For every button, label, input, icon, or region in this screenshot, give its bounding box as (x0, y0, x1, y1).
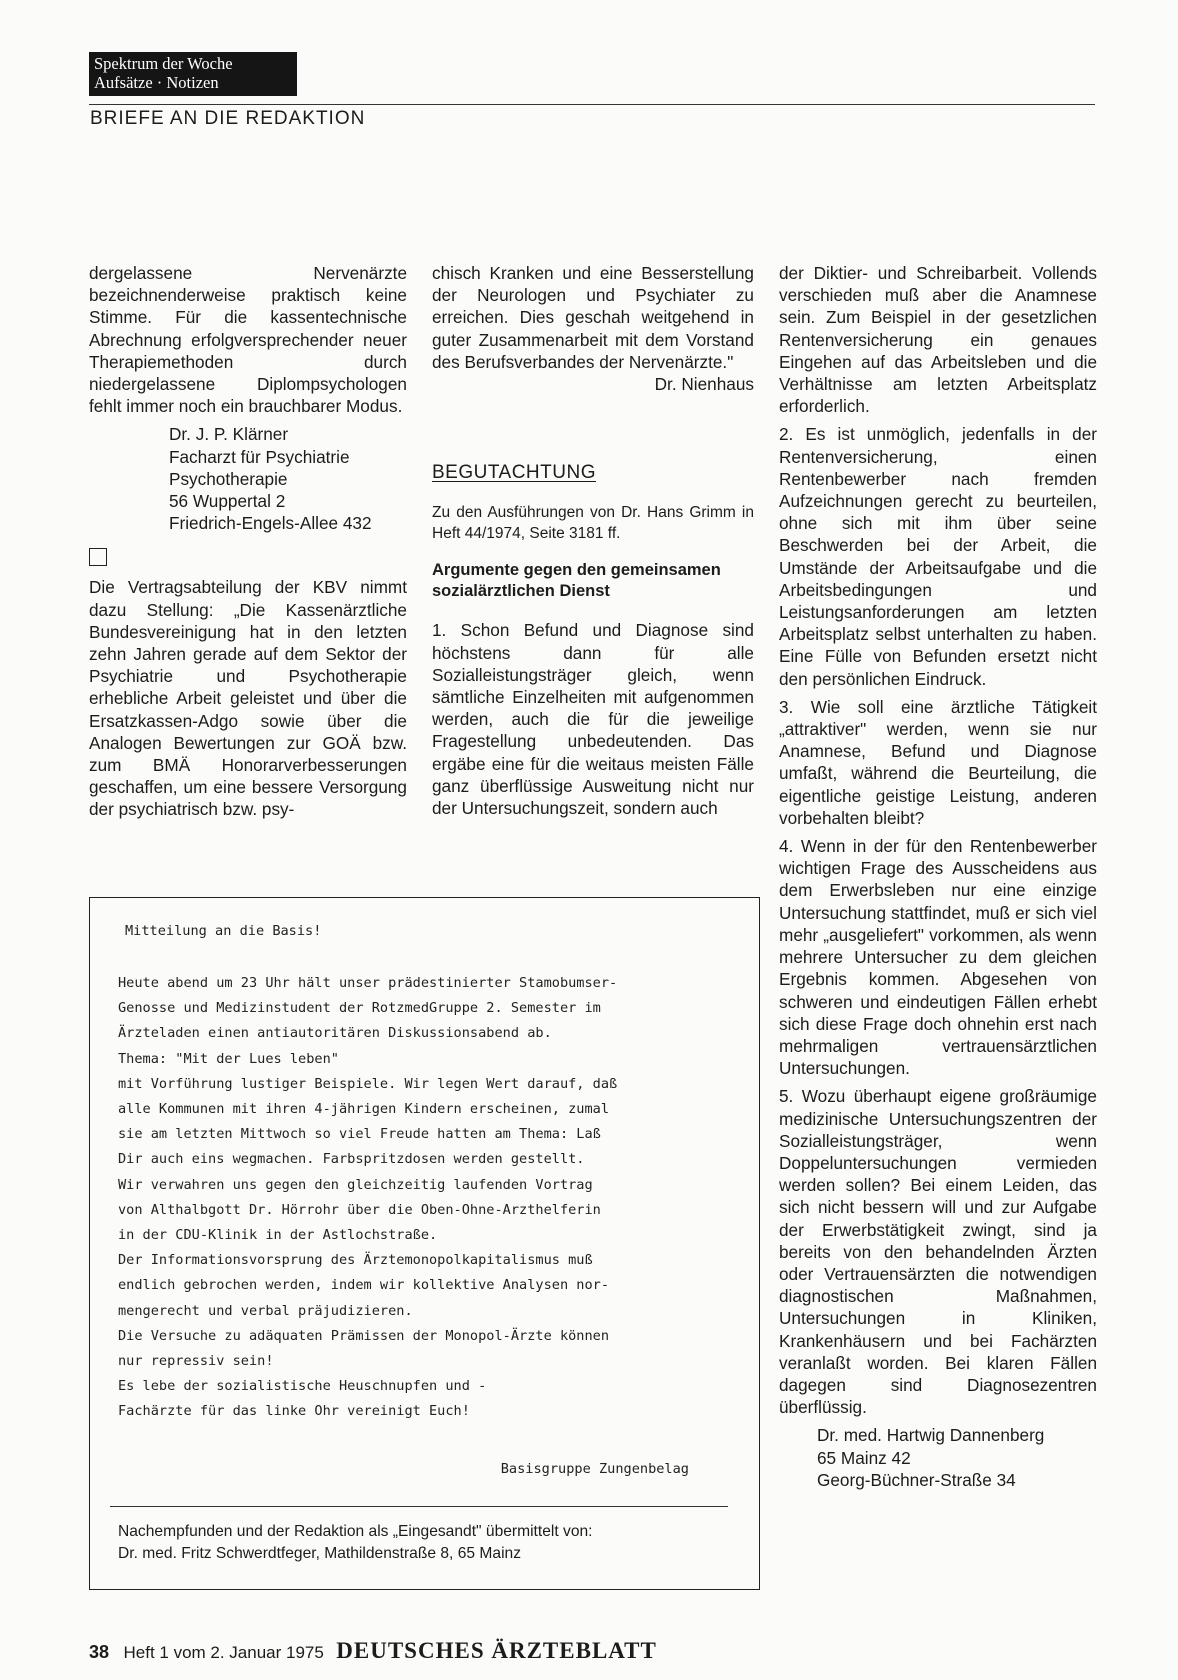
signature-line: 56 Wuppertal 2 (169, 491, 286, 512)
box-body: Heute abend um 23 Uhr hält unser prädestinierter Stamobumser- Genosse und Medizinstudent der RotzmedGruppe 2. Semester im Ärzteladen einen antiautoritären Diskussionsabend ab. Thema: "Mit der Lues leben" mit Vorführung lustiger Beispiele. Wir legen Wert darauf, daß alle Kommunen mit ihren 4-jährigen Kindern erscheinen, zumal sie am letzten Mittwoch so viel Freude hatten am Thema: Laß Dir auch eins wegmachen. Farbspritzdosen werden gestellt. Wir verwahren uns gegen den gleichzeitig laufenden Vortrag von Althalbgott Dr. Hörrohr über die Oben-Ohne-Arzthelferin in der CDU-Klinik in der Astlochstraße. Der Informationsvorsprung des Ärztemonopolkapitalismus muß endlich gebrochen werden, indem wir kollektive Analysen nor- mengerecht und verbal präjudizieren. Die Versuche zu adäquaten Prämissen der Monopol-Ärzte können nur repressiv sein! Es lebe der sozialistische Heuschnupfen und - Fachärzte für das linke Ohr vereinigt Euch! (118, 975, 618, 1420)
col3-paragraph-2: 2. Es ist unmöglich, jedenfalls in der Rentenversicherung, einen Rentenbewerber nach fremden Aufzeichnungen gerecht zu beurteilen, ohne sich mit ihm über seine Beschwerden bei der Arbeit, die Umstände der Arbeitsaufgabe und die Arbeitsbedingungen und Leistungsanforderungen am letzten Arbeitsplatz selbst unterhalten zu haben. Eine Fülle von Befunden ersetzt nicht den persönlichen Eindruck. (779, 424, 1097, 689)
signature-line: Facharzt für Psychiatrie (169, 446, 350, 467)
col3-paragraph-3: 3. Wie soll eine ärztliche Tätigkeit „attraktiver" werden, wenn sie nur Anamnese, Befund und Diagnose umfaßt, während die Beurteilung, die eigentliche geistige Leistung, anderen vorbehalten bleibt? (779, 696, 1097, 828)
signature-klaerner (169, 423, 407, 534)
signature-line: 65 Mainz 42 (817, 1447, 911, 1468)
top-rule (89, 104, 1095, 105)
column-2 (432, 262, 754, 819)
column-3 (779, 262, 1097, 1491)
box-note (118, 1521, 718, 1564)
masthead-box (89, 52, 297, 96)
journal-name: DEUTSCHES ÄRZTEBLATT (336, 1638, 657, 1663)
col3-paragraph-1: der Diktier- und Schreibarbeit. Vollends verschieden muß aber die Anamnese sein. Zum Beispiel in der gesetzlichen Rentenversicherung ein genaues Eingehen auf das Arbeitsleben und die Verhältnisse am letzten Arbeitsplatz erforderlich. (779, 263, 1097, 417)
box-signature: Basisgruppe Zungenbelag (500, 1461, 689, 1477)
col1-paragraph-2: Die Vertragsabteilung der KBV nimmt dazu Stellung: „Die Kassenärztliche Bundesvereinigung hat in den letzten zehn Jahren gerade auf dem Sektor der Psychiatrie und Psychotherapie erhebliche Arbeit geleistet und über die Ersatzkassen-Adgo sowie über die Analogen Bewertungen zur GOÄ bzw. zum BMÄ Honorarverbesserungen geschaffen, um eine bessere Versorgung der psychiatrisch bzw. psy- (89, 577, 407, 820)
signature-line: Dr. med. Hartwig Dannenberg (817, 1425, 1045, 1446)
column-1 (89, 262, 407, 821)
reference-intro: Zu den Ausführungen von Dr. Hans Grimm in Heft 44/1974, Seite 3181 ff. (432, 504, 754, 543)
section-heading-begutachtung: BEGUTACHTUNG (432, 462, 596, 484)
col2-paragraph-2: 1. Schon Befund und Diagnose sind höchstens dann für alle Sozialleistungsträger gleich, wenn sämtliche Einzelheiten mit aufgenommen werden, auch die für die jeweilige Fragestellung unbedeutenden. Das ergäbe eine für die weitaus meisten Fälle ganz überflüssige Ausweitung nicht nur der Untersuchungszeit, sondern auch (432, 620, 754, 819)
col3-paragraph-4: 4. Wenn in der für den Rentenbewerber wichtigen Frage des Ausscheidens aus dem Erwerbsleben nur eine einzige Untersuchung stattfindet, muß er sich viel mehr „ausgeliefert" vorkommen, als wenn mehrere Untersucher zu dem gleichen Ergebnis kommen. Abgesehen von schweren und eindeutigen Fällen erhebt sich diese Frage doch ohnehin erst nach mehrmaligen vertrauensärztlichen Untersuchungen. (779, 836, 1097, 1079)
col2-paragraph-1: chisch Kranken und eine Besserstellung der Neurologen und Psychiater zu erreichen. Dies geschah weitgehend in guter Zusammenarbeit mit dem Vorstand des Berufsverbandes der Nervenärzte." (432, 263, 754, 372)
masthead-line-2: Aufsätze · Notizen (94, 73, 219, 92)
separator-square-icon (89, 548, 107, 566)
col1-paragraph-1: dergelassene Nervenärzte bezeichnenderweise praktisch keine Stimme. Für die kassentechnische Abrechnung erfolgversprechender neuer Therapiemethoden durch niedergelassene Diplompsychologen fehlt immer noch ein brauchbarer Modus. (89, 263, 407, 417)
signature-dannenberg (817, 1424, 1097, 1491)
satire-box (89, 897, 760, 1590)
box-title: Mitteilung an die Basis! (125, 923, 322, 939)
page-number: 38 (89, 1642, 110, 1662)
signature-nienhaus: Dr. Nienhaus (654, 374, 754, 395)
signature-line: Dr. J. P. Klärner (169, 424, 289, 445)
box-note-line-1: Nachempfunden und der Redaktion als „Eingesandt" übermittelt von: (118, 1523, 593, 1540)
box-divider (110, 1506, 728, 1507)
article-subheading: Argumente gegen den gemeinsamen sozialärztlichen Dienst (432, 561, 721, 601)
footer (89, 1638, 657, 1664)
section-title: BRIEFE AN DIE REDAKTION (90, 108, 366, 129)
masthead-line-1: Spektrum der Woche (94, 54, 233, 73)
signature-line: Friedrich-Engels-Allee 432 (169, 513, 372, 534)
col3-paragraph-5: 5. Wozu überhaupt eigene großräumige medizinische Untersuchungszentren der Sozialleistungsträger, wenn Doppeluntersuchungen vermieden werden sollen? Bei einem Leiden, das sich nicht bessern will und zur Aufgabe der Erwerbstätigkeit zwingt, sind ja bereits von den behandelnden Ärzten oder Vertrauensärzten die notwendigen diagnostischen Maßnahmen, Untersuchungen in Kliniken, Krankenhäusern und bei Fachärzten veranlaßt worden. Bei klaren Fällen dagegen sind Diagnosezentren überflüssig. (779, 1086, 1097, 1418)
issue-info: Heft 1 vom 2. Januar 1975 (123, 1643, 324, 1662)
signature-line: Psychotherapie (169, 468, 288, 489)
signature-line: Georg-Büchner-Straße 34 (817, 1469, 1016, 1490)
box-note-line-2: Dr. med. Fritz Schwerdtfeger, Mathildenstraße 8, 65 Mainz (118, 1544, 522, 1562)
